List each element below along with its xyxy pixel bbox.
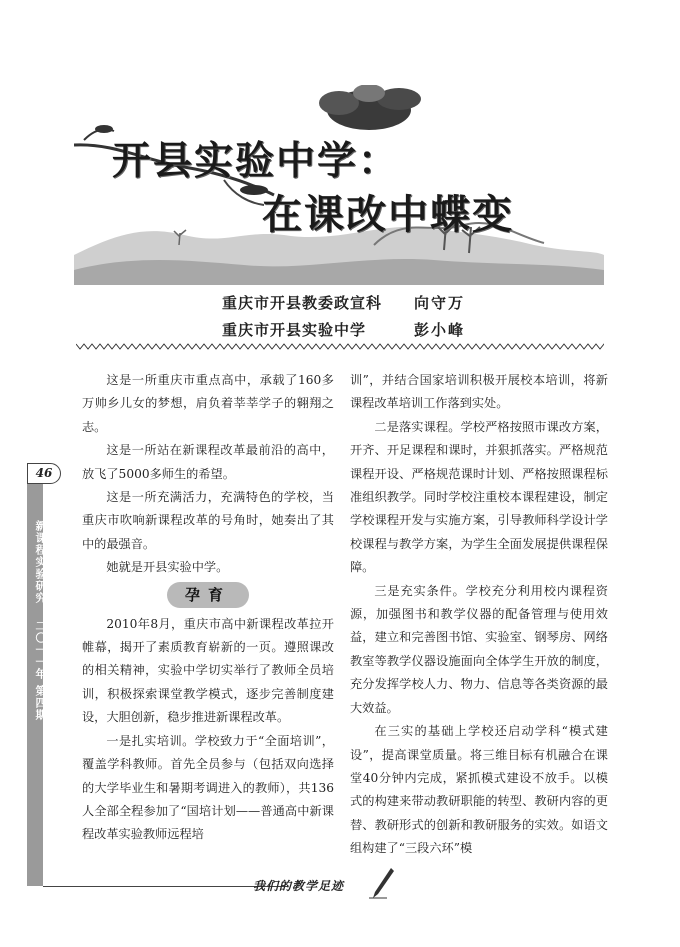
footer-rule: [43, 886, 288, 887]
author-name: 向守万: [414, 294, 466, 312]
author-affiliation: 重庆市开县实验中学: [222, 321, 367, 339]
paragraph: 她就是开县实验中学。: [106, 560, 229, 575]
paragraph: 一是扎实培训。学校致力于“全面培训”，覆盖学科教师。首先全员参与（包括双向选择的大学毕业生和暑期考调进入的教师），共136人全部全程参加了“国培计划——普通高中新课程改革实验教师远程培: [82, 733, 334, 842]
paragraph: 这是一所重庆市重点高中，承载了160多万帅乡儿女的梦想，肩负着莘莘学子的翱翔之志。: [82, 373, 334, 434]
article-title-line2: 在课改中蝶变: [262, 192, 514, 238]
left-column: [82, 369, 334, 847]
author-affiliation: 重庆市开县教委政宣科: [222, 294, 383, 312]
paragraph: 这是一所站在新课程改革最前沿的高中，放飞了5000多师生的希望。: [82, 443, 334, 481]
paragraph: 在三实的基础上学校还启动学科“模式建设”，提高课堂质量。将三维目标有机融合在课堂40分钟内完成，紧抓模式建设不放手。以模式的构建来带动教研职能的转型、教研内容的更替、教研形式的创新和教研服务的实效。如语文组构建了“三段六环”模: [350, 724, 608, 856]
paragraph: 训”，并结合国家培训积极开展校本培训，将新课程改革培训工作落到实处。: [350, 373, 608, 411]
author-name: 彭小峰: [414, 321, 466, 339]
author-row: [222, 317, 465, 344]
paragraph: 这是一所充满活力，充满特色的学校，当重庆市吹响新课程改革的号角时，她奏出了其中的最强音。: [82, 490, 334, 551]
article-title-line1: 开县实验中学：: [112, 139, 400, 184]
journal-issue: 二〇一一年 第四期: [34, 620, 47, 721]
section-heading-label: 孕育: [167, 582, 249, 608]
footer-caption: 我们的教学足迹: [253, 879, 345, 893]
pen-icon: [367, 866, 397, 900]
paragraph: 2010年8月，重庆市高中新课程改革拉开帷幕，揭开了素质教育崭新的一页。遵照课改的相关精神，实验中学切实举行了教师全员培训，积极探索课堂教学模式，逐步完善制度建设，大胆创新，稳步推进新课程改革。: [82, 616, 334, 725]
right-column: [350, 369, 608, 861]
section-heading: [82, 582, 334, 608]
paragraph: 二是落实课程。学校严格按照市课改方案，开齐、开足课程和课时，并狠抓落实。严格规范课程开设、严格规范课时计划、严格按照课程标准组织教学。同时学校注重校本课程建设，制定学校课程开发与实施方案，引导教师科学设计学校课程与教学方案，为学生全面发展提供课程保障。: [350, 419, 608, 575]
paragraph: 三是充实条件。学校充分利用校内课程资源，加强图书和教学仪器的配备管理与使用效益，建立和完善图书馆、实验室、钢琴房、网络教室等教学仪器设施面向全体学生开放的制度，充分发挥学校人力、物力、信息等各类资源的最大效益。: [350, 583, 608, 715]
zigzag-divider: [76, 342, 604, 352]
page-number: 46: [27, 463, 61, 484]
author-row: [222, 290, 465, 317]
author-list: [222, 290, 465, 344]
journal-name: 新课程实验研究: [34, 520, 47, 604]
